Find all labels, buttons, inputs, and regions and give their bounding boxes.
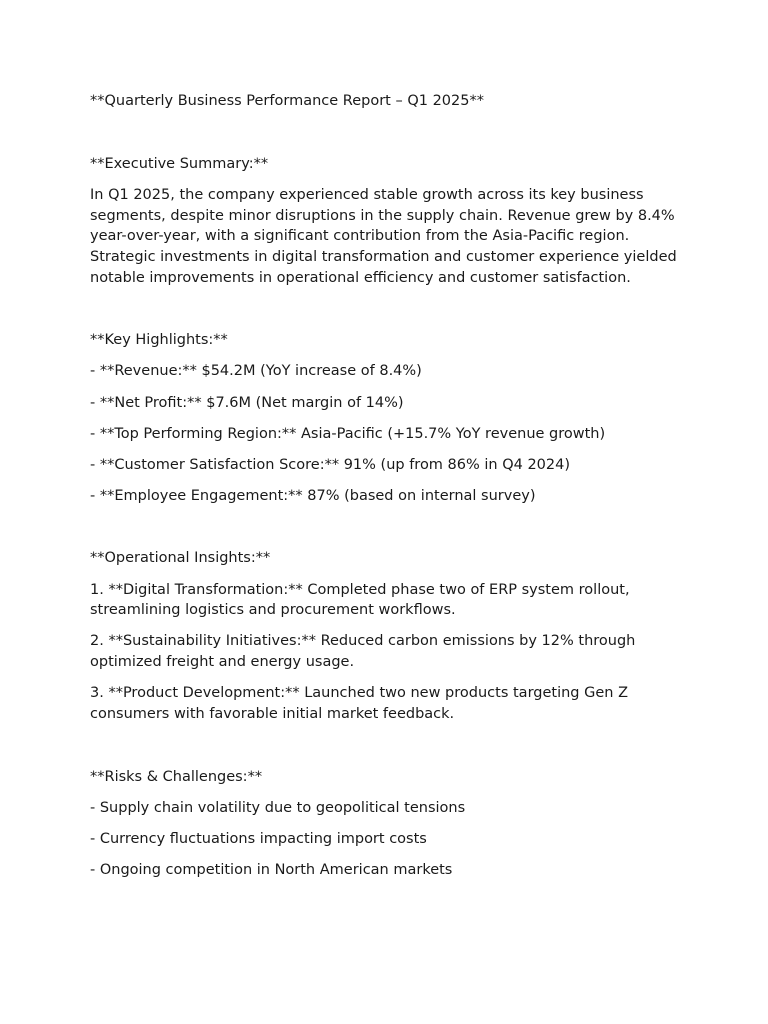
highlight-item: - **Revenue:** $54.2M (YoY increase of 8.4%)	[90, 363, 422, 380]
risk-item: - Currency fluctuations impacting import costs	[90, 830, 427, 847]
insight-item: 2. **Sustainability Initiatives:** Reduced carbon emissions by 12% through optimized freight and energy usage.	[90, 633, 636, 671]
executive-summary-heading: **Executive Summary:**	[90, 155, 269, 172]
highlight-item: - **Top Performing Region:** Asia-Pacific (+15.7% YoY revenue growth)	[90, 425, 606, 442]
insight-item: 1. **Digital Transformation:** Completed phase two of ERP system rollout, streamlining logistics and procurement workflows.	[90, 581, 630, 619]
executive-summary-body: In Q1 2025, the company experienced stable growth across its key business segments, despite minor disruptions in the supply chain. Revenue grew by 8.4% year-over-year, with a significant contribution from the Asia-Pacific region. Strategic investments in digital transformation and customer experience yielded notable improvements in operational efficiency and customer satisfaction.	[90, 186, 677, 286]
highlight-item: - **Customer Satisfaction Score:** 91% (up from 86% in Q4 2024)	[90, 456, 571, 473]
key-highlights-heading: **Key Highlights:**	[90, 332, 228, 349]
risk-item: - Ongoing competition in North American markets	[90, 861, 453, 878]
document-page	[90, 91, 690, 881]
highlight-item: - **Net Profit:** $7.6M (Net margin of 14%)	[90, 394, 404, 411]
insight-item: 3. **Product Development:** Launched two new products targeting Gen Z consumers with favorable initial market feedback.	[90, 685, 629, 722]
risks-challenges-heading: **Risks & Challenges:**	[90, 768, 263, 785]
risk-item: - Supply chain volatility due to geopolitical tensions	[90, 799, 466, 816]
highlight-item: - **Employee Engagement:** 87% (based on internal survey)	[90, 487, 536, 504]
operational-insights-heading: **Operational Insights:**	[90, 550, 271, 567]
report-title: **Quarterly Business Performance Report – Q1 2025**	[90, 93, 484, 109]
